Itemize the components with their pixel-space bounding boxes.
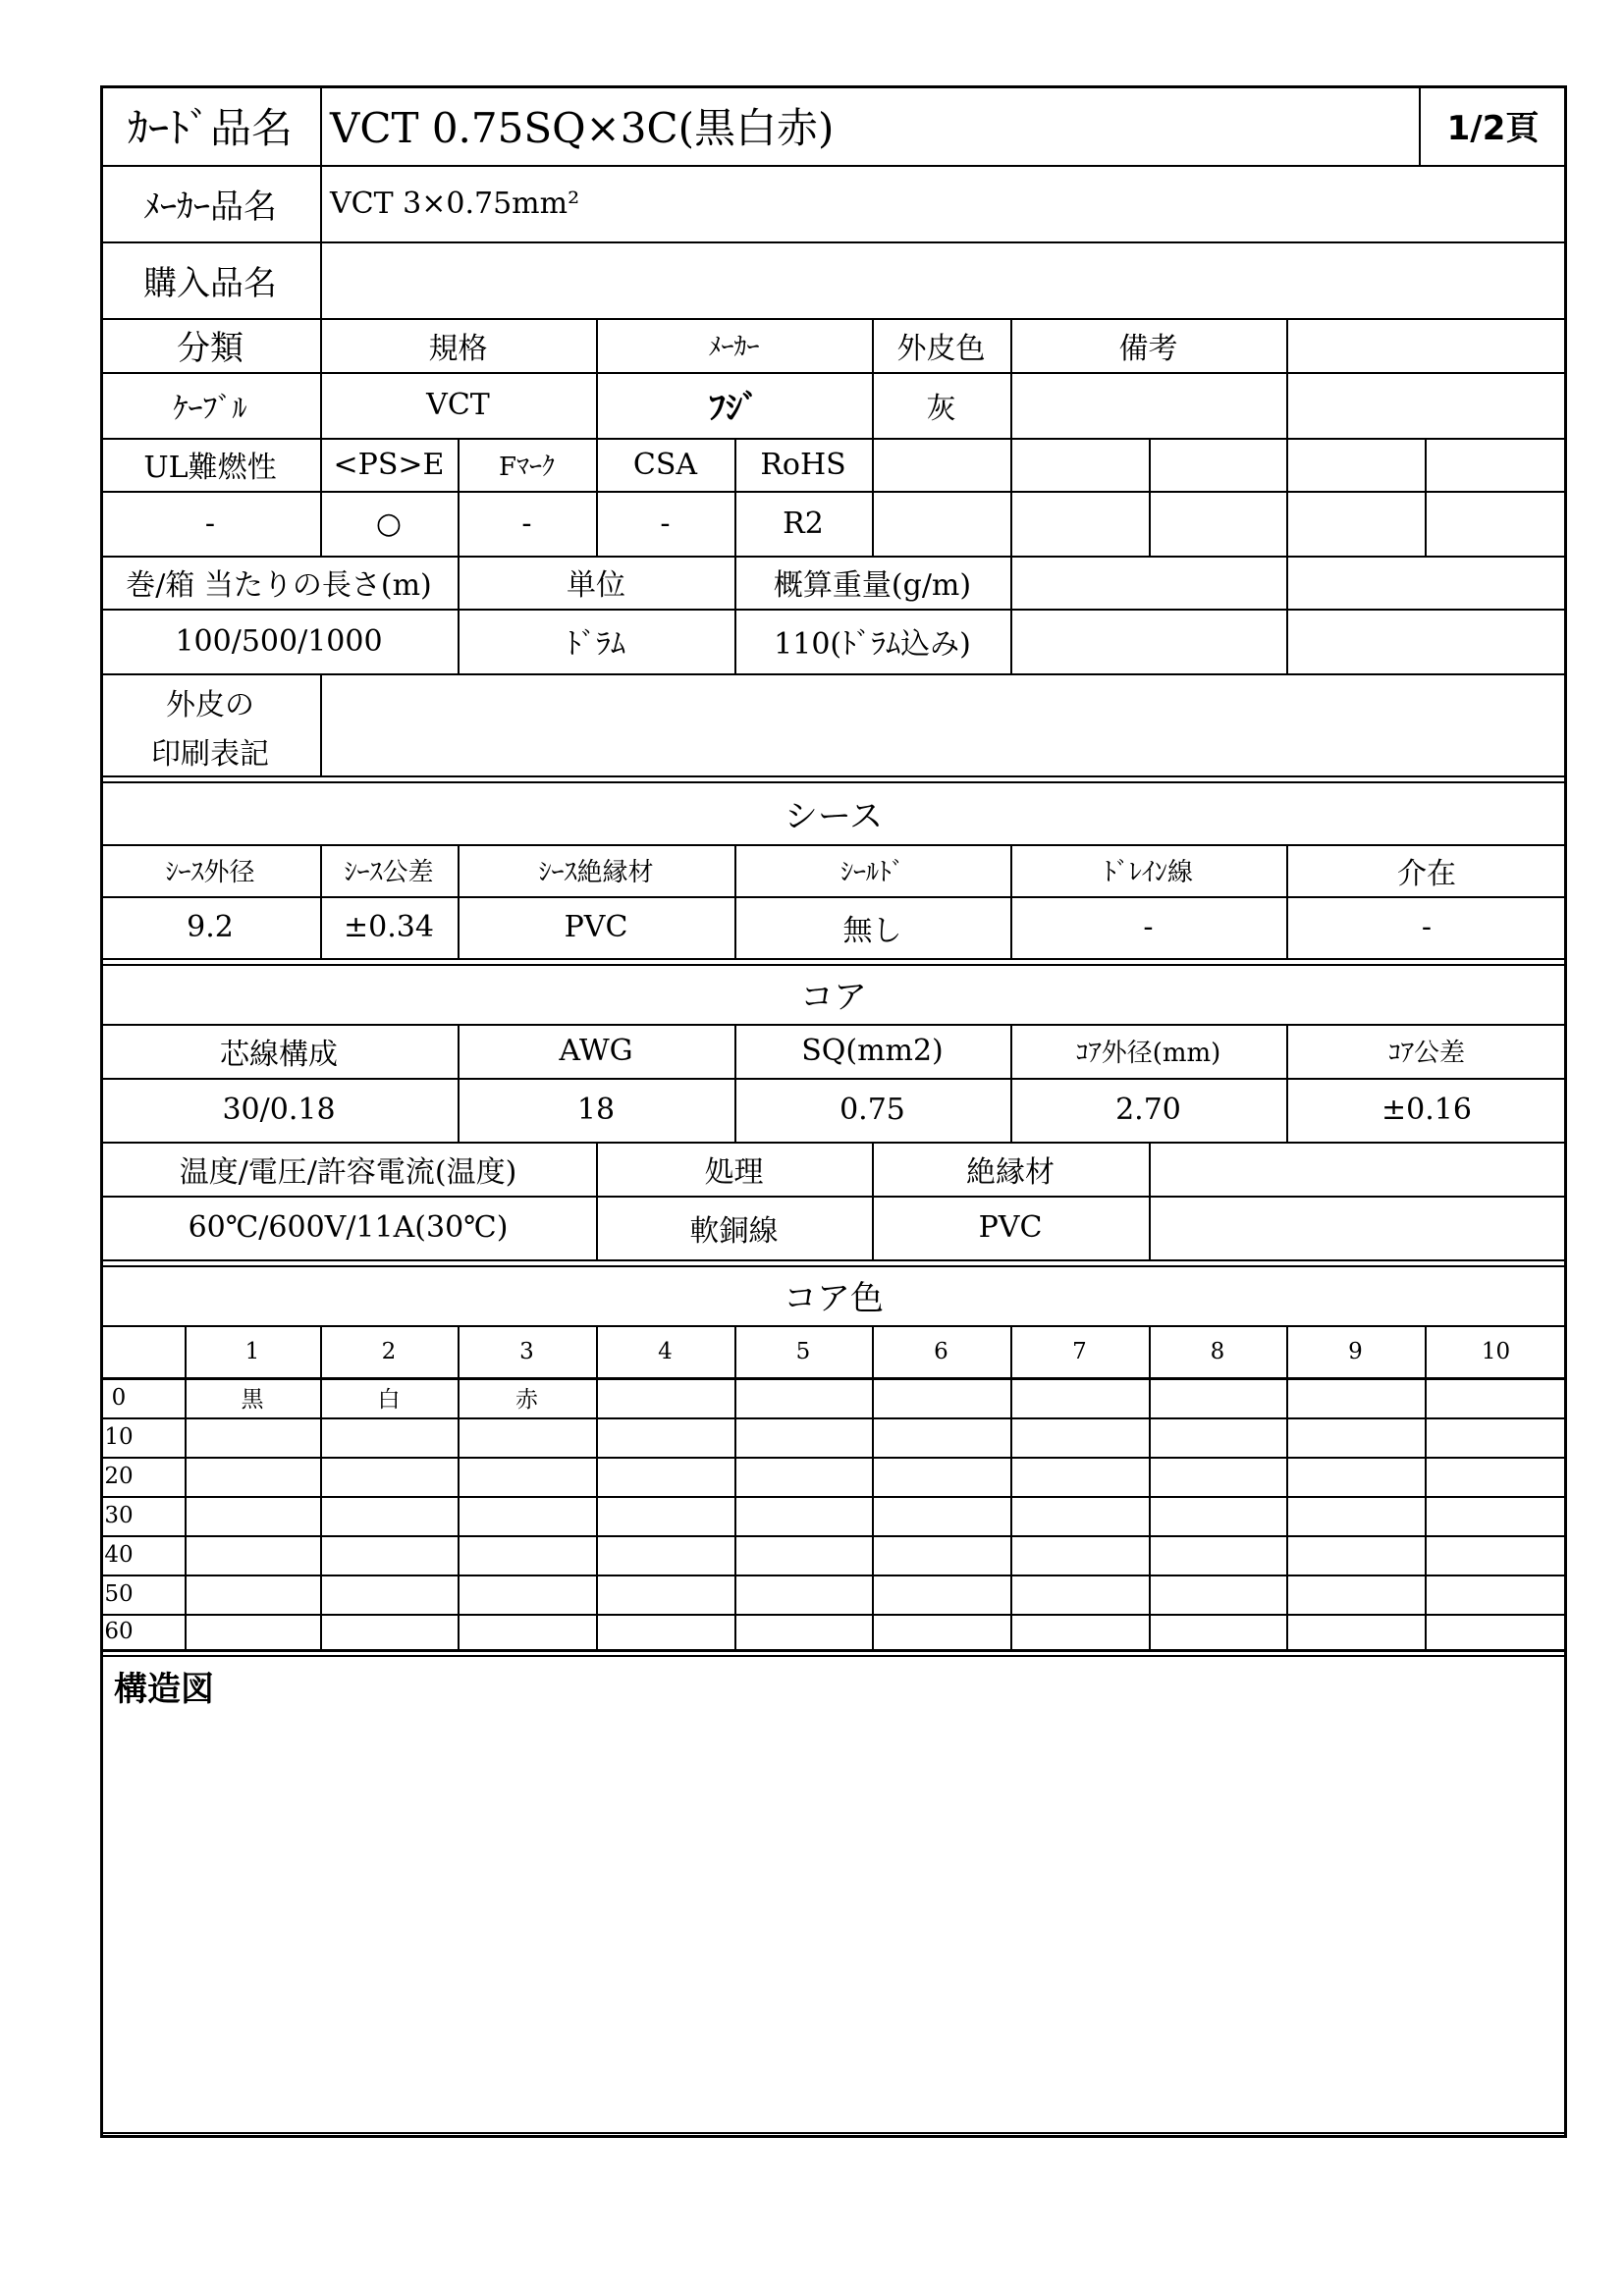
classification-header-4: 備考 xyxy=(1118,331,1178,366)
core-color-cell xyxy=(458,1535,596,1575)
core-color-cell xyxy=(1286,1535,1425,1575)
core-color-cell xyxy=(185,1575,320,1614)
sheath-value-3: 無し xyxy=(842,913,902,948)
core-value-3: 2.70 xyxy=(1115,1093,1181,1127)
sheath-header-1: ｼｰｽ公差 xyxy=(344,858,434,887)
sheath-header-3: ｼｰﾙﾄﾞ xyxy=(839,858,904,887)
card-name-value: VCT 0.75SQ×3C(黒白赤) xyxy=(330,103,835,152)
sheath-value-0: 9.2 xyxy=(187,910,234,944)
core-color-cell xyxy=(1149,1614,1286,1649)
core-color-column-4: 5 xyxy=(795,1338,811,1364)
packaging-header-0: 巻/箱 当たりの長さ(m) xyxy=(126,568,432,603)
row-divider xyxy=(100,775,1567,777)
core-header2-1: 処理 xyxy=(704,1154,764,1190)
core-color-cell xyxy=(596,1535,734,1575)
classification-header-2: ﾒｰｶｰ xyxy=(708,333,760,362)
packaging-value-0: 100/500/1000 xyxy=(175,623,383,659)
core-header2-3 xyxy=(1149,1142,1567,1196)
core-color-cell xyxy=(596,1417,734,1457)
core-color-cell xyxy=(1010,1575,1149,1614)
sheath-header-0: ｼｰｽ外径 xyxy=(165,858,255,887)
cert-header-3: CSA xyxy=(632,447,698,482)
core-color-cell xyxy=(1149,1535,1286,1575)
classification-header-5 xyxy=(1286,318,1567,372)
classification-value-3: 灰 xyxy=(926,391,956,426)
core-value-1: 18 xyxy=(576,1093,616,1127)
cert-value-5 xyxy=(872,491,1010,556)
core-color-column-6: 7 xyxy=(1072,1338,1087,1364)
core-color-cell xyxy=(872,1496,1010,1535)
core-color-cell xyxy=(1286,1417,1425,1457)
core-color-cell xyxy=(872,1417,1010,1457)
core-color-cell: 白 xyxy=(377,1387,401,1413)
row-divider xyxy=(100,1259,1567,1261)
cert-header-1: <PS>E xyxy=(333,447,445,482)
core-color-cell xyxy=(1149,1377,1286,1417)
core-color-column-3: 4 xyxy=(658,1338,673,1364)
core-value2-3 xyxy=(1149,1196,1567,1259)
core-color-title: コア色 xyxy=(784,1279,884,1318)
core-color-row-label: 40 xyxy=(104,1542,134,1568)
core-color-cell xyxy=(872,1377,1010,1417)
core-color-cell xyxy=(734,1417,872,1457)
core-color-column-2: 3 xyxy=(519,1338,534,1364)
cert-value-3: - xyxy=(660,506,671,541)
core-value2-2: PVC xyxy=(978,1210,1043,1245)
core-color-cell xyxy=(596,1457,734,1496)
core-color-cell xyxy=(185,1496,320,1535)
row-divider xyxy=(100,2132,1567,2134)
core-color-cell xyxy=(1286,1614,1425,1649)
core-color-cell xyxy=(185,1417,320,1457)
print-marking-label-2: 印刷表記 xyxy=(151,737,269,772)
core-color-cell xyxy=(872,1614,1010,1649)
sheath-value-2: PVC xyxy=(564,910,628,944)
maker-name-label: ﾒｰｶｰ品名 xyxy=(143,187,277,227)
core-color-cell xyxy=(1149,1457,1286,1496)
packaging-header-1: 単位 xyxy=(567,568,625,603)
cert-header-4: RoHS xyxy=(760,447,846,482)
core-color-cell xyxy=(320,1457,458,1496)
classification-header-3: 外皮色 xyxy=(896,331,986,366)
card-name-label: ｶｰﾄﾞ品名 xyxy=(127,103,293,152)
core-color-cell xyxy=(320,1496,458,1535)
maker-name-value: VCT 3×0.75mm² xyxy=(330,186,580,221)
cert-value-0: - xyxy=(204,506,216,541)
sheath-value-1: ±0.34 xyxy=(344,910,434,944)
sheath-header-2: ｼｰｽ絶縁材 xyxy=(538,858,654,887)
core-color-cell xyxy=(1425,1535,1567,1575)
core-color-column-5: 6 xyxy=(934,1338,948,1364)
core-color-cell xyxy=(1425,1575,1567,1614)
sheath-header-4: ﾄﾞﾚｲﾝ線 xyxy=(1103,858,1193,887)
classification-value-2: ﾌｼﾞ xyxy=(709,389,759,428)
core-color-cell xyxy=(1286,1377,1425,1417)
core-color-cell xyxy=(1010,1614,1149,1649)
core-color-cell xyxy=(1010,1496,1149,1535)
packaging-value-3 xyxy=(1010,609,1286,673)
purchase-name-label: 購入品名 xyxy=(143,263,277,303)
core-color-cell xyxy=(734,1575,872,1614)
core-color-row-label: 0 xyxy=(111,1384,127,1411)
cert-value-9 xyxy=(1425,491,1567,556)
cert-value-1: ○ xyxy=(375,506,403,541)
core-value-2: 0.75 xyxy=(839,1093,905,1127)
core-color-row-label: 50 xyxy=(104,1581,134,1607)
core-color-column-8: 9 xyxy=(1348,1338,1363,1364)
core-color-cell xyxy=(596,1496,734,1535)
core-color-cell xyxy=(1286,1457,1425,1496)
packaging-header-4 xyxy=(1286,556,1567,609)
cert-value-8 xyxy=(1286,491,1425,556)
core-color-cell xyxy=(185,1614,320,1649)
core-color-cell xyxy=(734,1535,872,1575)
core-color-column-0: 1 xyxy=(244,1338,260,1364)
core-color-cell xyxy=(734,1614,872,1649)
print-marking-label-1: 外皮の xyxy=(166,688,254,722)
core-value-0: 30/0.18 xyxy=(222,1093,336,1127)
classification-value-1: VCT xyxy=(426,388,490,422)
sheath-title: シース xyxy=(784,796,884,836)
core-color-column-1: 2 xyxy=(381,1338,397,1364)
page-number: 1/2頁 xyxy=(1446,109,1540,148)
core-title: コア xyxy=(800,978,867,1017)
core-color-cell xyxy=(458,1457,596,1496)
core-header-4: ｺｱ公差 xyxy=(1387,1039,1465,1068)
core-header-1: AWG xyxy=(559,1034,633,1068)
cert-value-6 xyxy=(1010,491,1149,556)
column-divider xyxy=(320,85,322,318)
core-value-4: ±0.16 xyxy=(1381,1093,1472,1127)
core-color-cell xyxy=(872,1575,1010,1614)
core-color-cell xyxy=(1149,1417,1286,1457)
classification-value-4 xyxy=(1010,372,1286,438)
core-color-cell xyxy=(872,1535,1010,1575)
cert-header-6 xyxy=(1010,438,1149,491)
packaging-value-4 xyxy=(1286,609,1567,673)
core-color-column-7: 8 xyxy=(1210,1338,1225,1364)
cert-header-7 xyxy=(1149,438,1286,491)
structure-title: 構造図 xyxy=(114,1669,214,1709)
core-header2-0: 温度/電圧/許容電流(温度) xyxy=(179,1154,517,1190)
core-color-cell xyxy=(1010,1457,1149,1496)
core-color-cell: 赤 xyxy=(515,1387,538,1413)
packaging-header-3 xyxy=(1010,556,1286,609)
classification-header-0: 分類 xyxy=(177,329,244,368)
column-divider xyxy=(320,673,322,775)
sheath-header-5: 介在 xyxy=(1397,856,1456,891)
core-color-cell xyxy=(458,1614,596,1649)
core-color-cell xyxy=(1425,1377,1567,1417)
cert-header-8 xyxy=(1286,438,1425,491)
core-color-cell xyxy=(596,1614,734,1649)
core-color-cell xyxy=(458,1575,596,1614)
classification-header-1: 規格 xyxy=(428,331,488,366)
core-header-2: SQ(mm2) xyxy=(801,1034,944,1068)
core-color-cell xyxy=(872,1457,1010,1496)
sheath-value-5: - xyxy=(1421,910,1433,944)
classification-value-0: ｹｰﾌﾞﾙ xyxy=(173,391,247,426)
core-color-cell xyxy=(734,1457,872,1496)
core-color-row-label: 60 xyxy=(104,1619,134,1644)
core-color-column-9: 10 xyxy=(1481,1338,1511,1364)
sheath-value-4: - xyxy=(1143,910,1154,944)
core-color-cell xyxy=(1010,1417,1149,1457)
cert-value-2: - xyxy=(521,506,532,541)
classification-value-5 xyxy=(1286,372,1567,438)
core-color-cell xyxy=(596,1575,734,1614)
core-color-cell xyxy=(320,1535,458,1575)
core-header-0: 芯線構成 xyxy=(220,1037,338,1072)
core-color-cell xyxy=(458,1417,596,1457)
core-header2-2: 絶縁材 xyxy=(966,1154,1055,1190)
core-color-cell xyxy=(1010,1535,1149,1575)
core-value2-0: 60℃/600V/11A(30℃) xyxy=(188,1210,509,1245)
packaging-value-2: 110(ﾄﾞﾗﾑ込み) xyxy=(774,627,971,662)
packaging-value-1: ﾄﾞﾗﾑ xyxy=(567,627,625,662)
row-divider xyxy=(100,1649,1567,1652)
core-color-cell xyxy=(320,1575,458,1614)
cert-header-5 xyxy=(872,438,1010,491)
cert-header-9 xyxy=(1425,438,1567,491)
core-color-cell xyxy=(734,1496,872,1535)
core-color-cell: 黒 xyxy=(241,1387,264,1413)
packaging-header-2: 概算重量(g/m) xyxy=(773,568,972,603)
print-marking-value xyxy=(330,673,1561,775)
core-color-cell xyxy=(1425,1614,1567,1649)
core-color-cell xyxy=(458,1496,596,1535)
core-color-row-label: 30 xyxy=(104,1503,134,1528)
row-divider xyxy=(100,1655,1567,1657)
core-color-cell xyxy=(1286,1496,1425,1535)
core-color-cell xyxy=(320,1417,458,1457)
core-color-cell xyxy=(596,1377,734,1417)
cert-header-2: Fﾏｰｸ xyxy=(498,452,556,482)
row-divider xyxy=(100,958,1567,960)
core-color-cell xyxy=(1425,1417,1567,1457)
core-color-cell xyxy=(320,1614,458,1649)
cert-value-4: R2 xyxy=(783,506,824,541)
core-header-3: ｺｱ外径(mm) xyxy=(1075,1039,1221,1068)
core-color-cell xyxy=(1425,1496,1567,1535)
core-color-cell xyxy=(1286,1575,1425,1614)
core-color-row-label: 20 xyxy=(104,1464,134,1489)
core-color-cell xyxy=(185,1457,320,1496)
purchase-name-value xyxy=(330,241,1561,318)
core-color-cell xyxy=(1010,1377,1149,1417)
core-color-cell xyxy=(734,1377,872,1417)
core-value2-1: 軟銅線 xyxy=(689,1213,779,1249)
core-color-cell xyxy=(1425,1457,1567,1496)
cert-value-7 xyxy=(1149,491,1286,556)
core-color-row-label: 10 xyxy=(104,1424,134,1450)
core-color-cell xyxy=(1149,1496,1286,1535)
cert-header-0: UL難燃性 xyxy=(143,451,277,485)
core-color-cell xyxy=(185,1535,320,1575)
core-color-cell xyxy=(1149,1575,1286,1614)
